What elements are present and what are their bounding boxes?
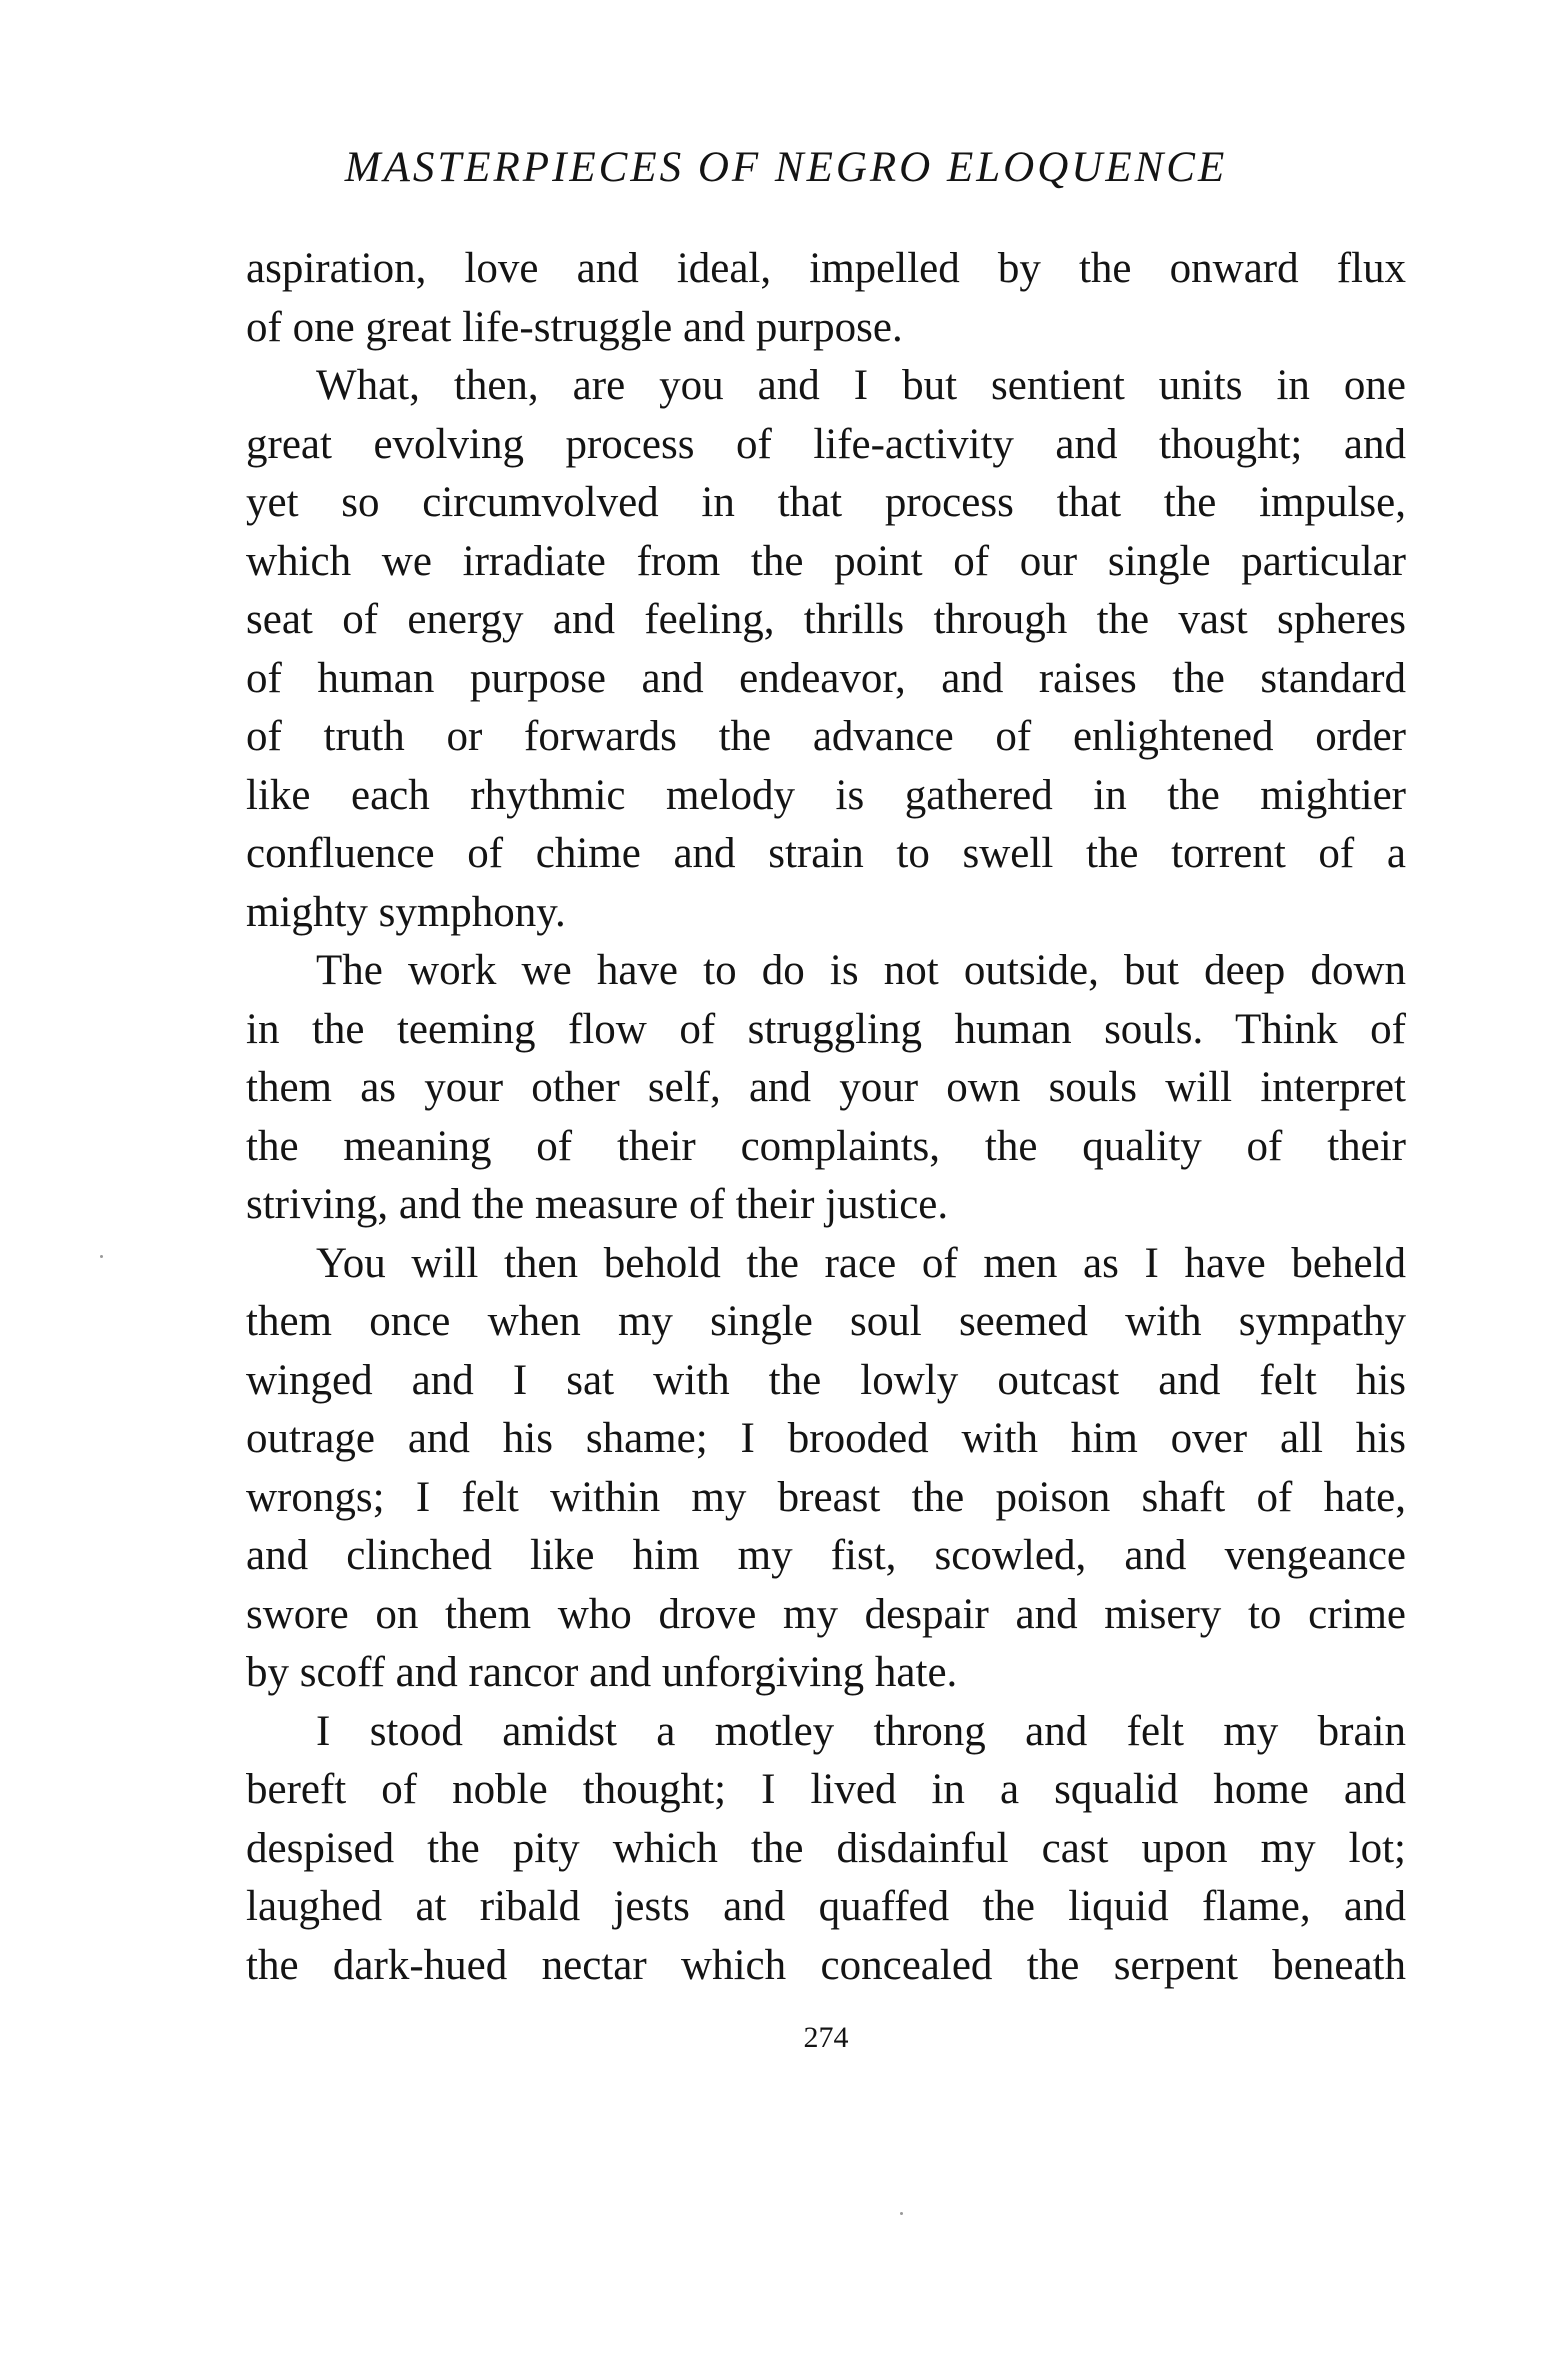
text-line: great evolving process of life-activity and thought; and — [246, 420, 1406, 468]
text-line: aspiration, love and ideal, impelled by the onward flux — [246, 245, 1406, 292]
text-line: I stood amidst a motley throng and felt my brain — [316, 1707, 1406, 1755]
text-line: them once when my single soul seemed with sympathy — [246, 1298, 1406, 1345]
paragraph — [246, 1703, 1406, 1996]
paragraph — [246, 357, 1406, 942]
scan-speck — [900, 2212, 903, 2215]
text-line: seat of energy and feeling, thrills through the vast spheres — [246, 596, 1406, 643]
text-line: of truth or forwards the advance of enlightened order — [246, 713, 1406, 760]
text-line: mighty symphony. — [246, 888, 566, 936]
text-line: like each rhythmic melody is gathered in the mightier — [246, 771, 1406, 819]
paragraph — [246, 942, 1406, 1235]
text-line: You will then behold the race of men as I have beheld — [316, 1239, 1406, 1287]
text-line: laughed at ribald jests and quaffed the liquid flame, and — [246, 1883, 1406, 1930]
text-line: the meaning of their complaints, the quality of their — [246, 1122, 1406, 1170]
text-line: by scoff and rancor and unforgiving hate. — [246, 1649, 958, 1696]
running-head: MASTERPIECES OF NEGRO ELOQUENCE — [344, 144, 1228, 191]
text-line: bereft of noble thought; I lived in a squalid home and — [246, 1766, 1406, 1813]
body-text — [246, 240, 1406, 1995]
text-line: them as your other self, and your own souls will interpret — [246, 1064, 1406, 1111]
text-line: which we irradiate from the point of our single particular — [246, 537, 1406, 585]
scan-speck — [100, 1255, 103, 1258]
text-line: yet so circumvolved in that process that the impulse, — [246, 479, 1406, 526]
text-line: despised the pity which the disdainful cast upon my lot; — [246, 1824, 1406, 1872]
text-line: outrage and his shame; I brooded with him over all his — [246, 1415, 1406, 1462]
text-line: wrongs; I felt within my breast the poison shaft of hate, — [246, 1473, 1406, 1521]
paragraph — [246, 1235, 1406, 1703]
text-line: of human purpose and endeavor, and raises the standard — [246, 654, 1406, 702]
text-line: The work we have to do is not outside, but deep down — [316, 947, 1406, 994]
text-line: winged and I sat with the lowly outcast and felt his — [246, 1356, 1406, 1404]
text-line: the dark-hued nectar which concealed the serpent beneath — [246, 1941, 1406, 1989]
text-line: What, then, are you and I but sentient units in one — [316, 362, 1406, 409]
text-line: swore on them who drove my despair and misery to crime — [246, 1590, 1406, 1638]
text-line: confluence of chime and strain to swell the torrent of a — [246, 830, 1406, 877]
text-line: and clinched like him my fist, scowled, and vengeance — [246, 1532, 1406, 1579]
page-number: 274 — [803, 2021, 849, 2054]
text-line: striving, and the measure of their justice. — [246, 1181, 949, 1228]
text-line: in the teeming flow of struggling human souls. Think of — [246, 1005, 1406, 1053]
paragraph — [246, 240, 1406, 357]
text-line: of one great life-struggle and purpose. — [246, 303, 903, 351]
